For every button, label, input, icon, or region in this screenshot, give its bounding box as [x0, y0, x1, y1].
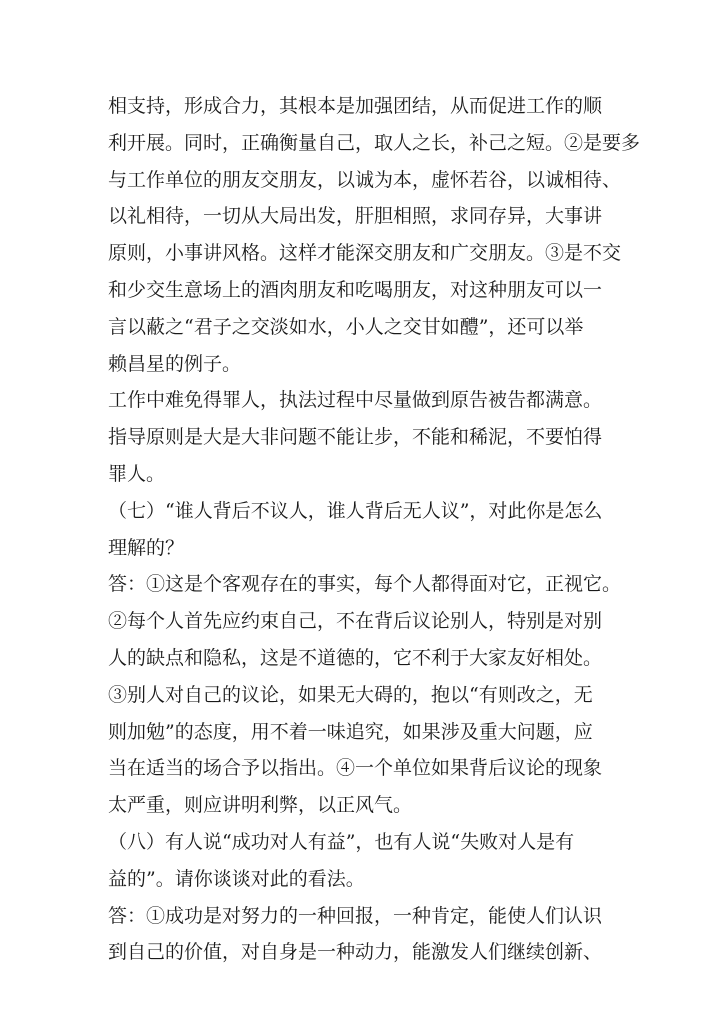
text-line: 到自己的价值，对自身是一种动力，能激发人们继续创新、 [108, 941, 603, 964]
text-line: 赖昌星的例子。 [108, 352, 242, 375]
question-heading: （七）“谁人背后不议人，谁人背后无人议”，对此你是怎么 [108, 499, 603, 522]
answer-line: 答：①成功是对努力的一种回报，一种肯定，能使人们认识 [108, 904, 603, 927]
text-line: 工作中难免得罪人，执法过程中尽量做到原告被告都满意。 [108, 389, 603, 412]
question-heading: （八）有人说“成功对人有益”，也有人说“失败对人是有 [108, 830, 575, 853]
text-line: 利开展。同时，正确衡量自己，取人之长，补己之短。②是要多 [108, 131, 641, 154]
text-line: 太严重，则应讲明利弊，以正风气。 [108, 794, 413, 817]
text-line: 人的缺点和隐私，这是不道德的，它不利于大家友好相处。 [108, 646, 603, 669]
text-line: 言以蔽之“君子之交淡如水，小人之交甘如醴”，还可以举 [108, 315, 584, 338]
text-line: 以礼相待，一切从大局出发，肝胆相照，求同存异，大事讲 [108, 205, 603, 228]
text-line: 指导原则是大是大非问题不能让步，不能和稀泥，不要怕得 [108, 426, 603, 449]
text-line: ③别人对自己的议论，如果无大碍的，抱以“有则改之，无 [108, 683, 593, 706]
text-line: 当在适当的场合予以指出。④一个单位如果背后议论的现象 [108, 757, 603, 780]
text-line: 相支持，形成合力，其根本是加强团结，从而促进工作的顺 [108, 95, 603, 117]
text-line: 罪人。 [108, 462, 166, 485]
text-line: 和少交生意场上的酒肉朋友和吃喝朋友，对这种朋友可以一 [108, 278, 603, 301]
document-body [108, 88, 641, 971]
question-heading: 理解的？ [108, 536, 185, 559]
question-heading: 益的”。请你谈谈对此的看法。 [108, 867, 365, 890]
answer-line: 答：①这是个客观存在的事实，每个人都得面对它，正视它。 [108, 573, 622, 596]
text-line: ②每个人首先应约束自己，不在背后议论别人，特别是对别 [108, 610, 603, 633]
text-line: 则加勉”的态度，用不着一味追究，如果涉及重大问题，应 [108, 720, 593, 743]
text-line: 原则，小事讲风格。这样才能深交朋友和广交朋友。③是不交 [108, 242, 622, 265]
text-line: 与工作单位的朋友交朋友，以诚为本，虚怀若谷，以诚相待、 [108, 168, 622, 191]
